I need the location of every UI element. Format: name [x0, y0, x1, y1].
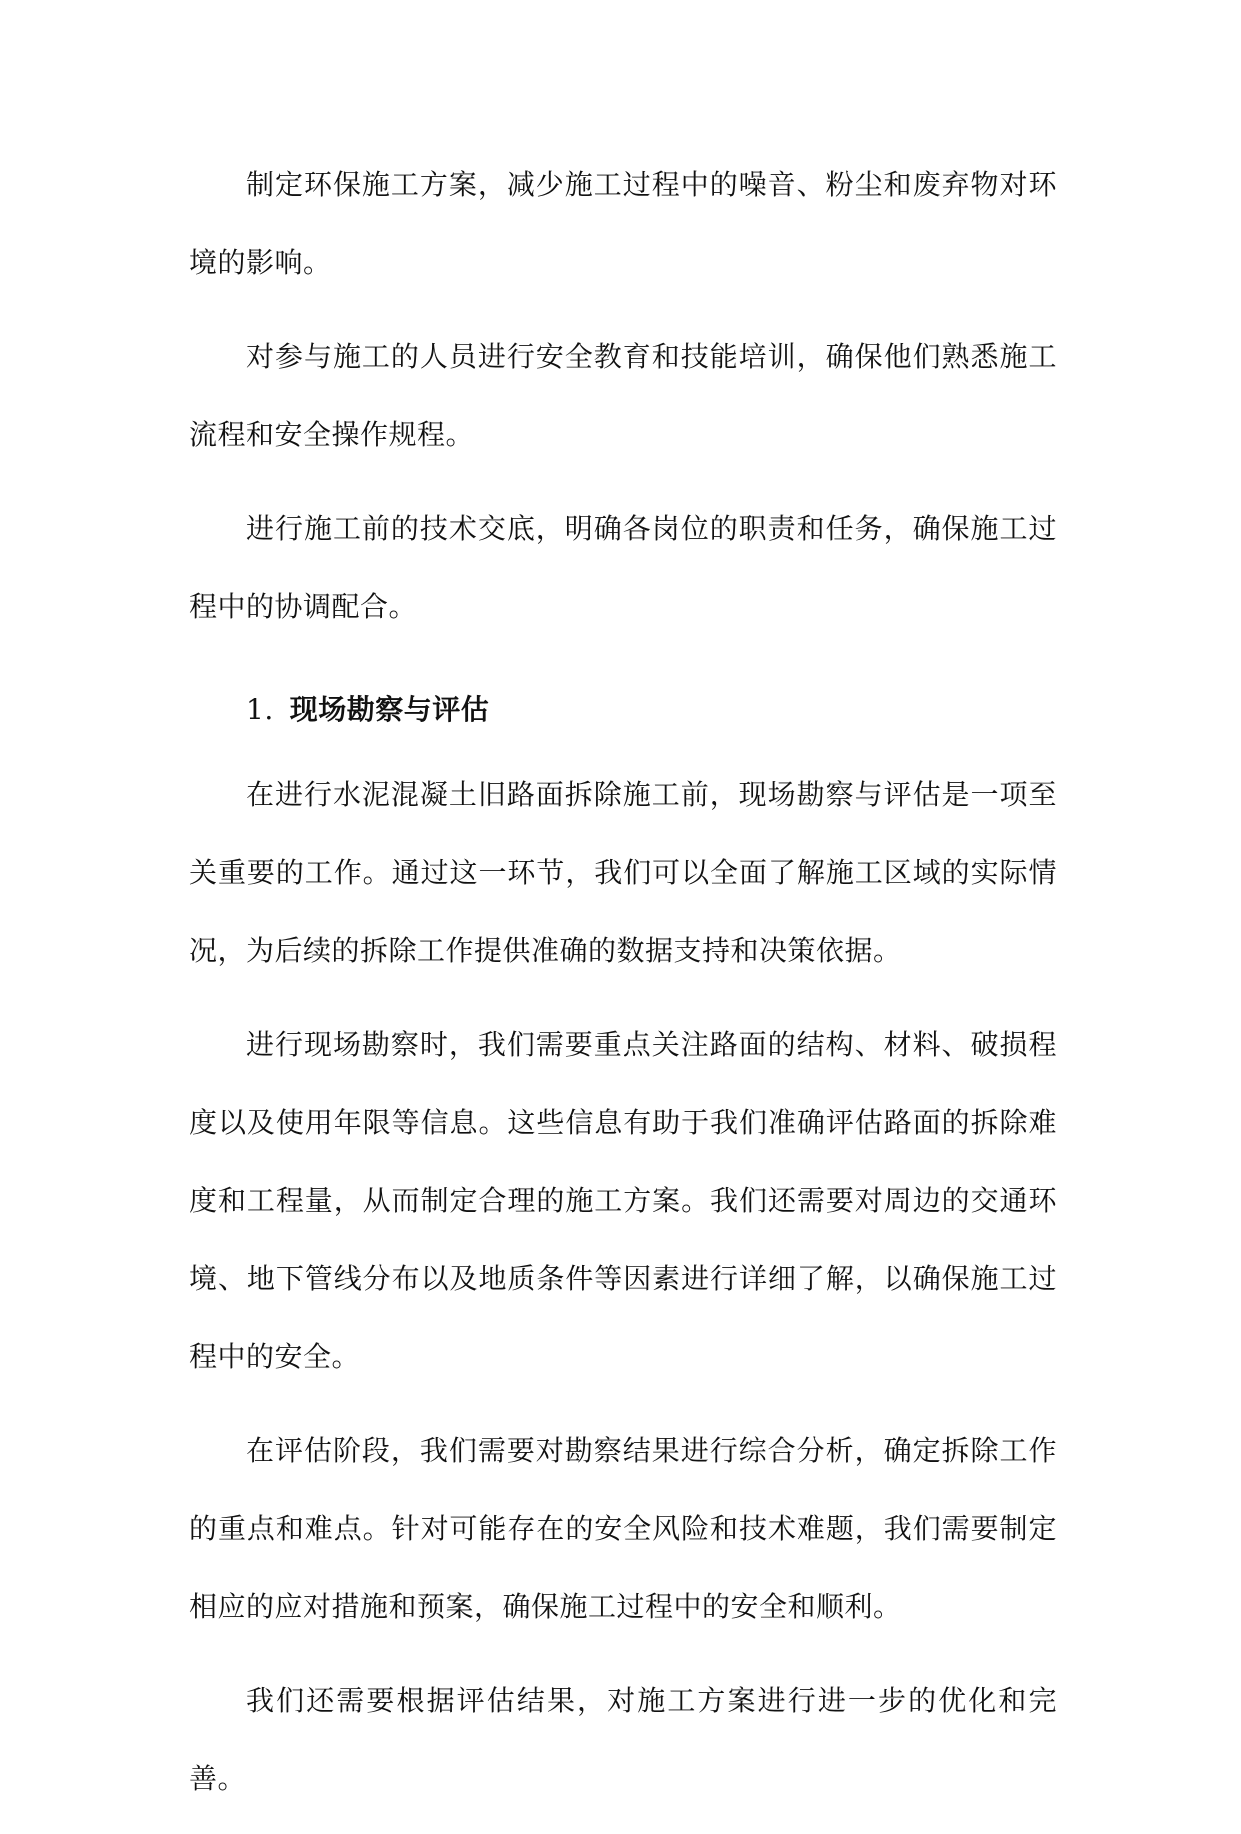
paragraph-safety-training: 对参与施工的人员进行安全教育和技能培训，确保他们熟悉施工流程和安全操作规程。: [189, 340, 1057, 451]
section-number: 1.: [246, 693, 274, 726]
section-heading: [189, 680, 1057, 740]
section-title: 现场勘察与评估: [289, 693, 490, 726]
paragraph-environmental-plan: 制定环保施工方案，减少施工过程中的噪音、粉尘和废弃物对环境的影响。: [189, 168, 1057, 279]
paragraph-survey-focus: 进行现场勘察时，我们需要重点关注路面的结构、材料、破损程度以及使用年限等信息。这些信息有助于我们准确评估路面的拆除难度和工程量，从而制定合理的施工方案。我们还需要对周边的交通环境、地下管线分布以及地质条件等因素进行详细了解，以确保施工过程中的安全。: [189, 1028, 1057, 1373]
paragraph-plan-optimization: 我们还需要根据评估结果，对施工方案进行进一步的优化和完善。: [189, 1684, 1057, 1795]
paragraph-survey-intro: 在进行水泥混凝土旧路面拆除施工前，现场勘察与评估是一项至关重要的工作。通过这一环节，我们可以全面了解施工区域的实际情况，为后续的拆除工作提供准确的数据支持和决策依据。: [189, 778, 1057, 967]
document-body: [189, 146, 1057, 1834]
paragraph-evaluation-stage: 在评估阶段，我们需要对勘察结果进行综合分析，确定拆除工作的重点和难点。针对可能存在的安全风险和技术难题，我们需要制定相应的应对措施和预案，确保施工过程中的安全和顺利。: [189, 1434, 1057, 1623]
paragraph-technical-briefing: 进行施工前的技术交底，明确各岗位的职责和任务，确保施工过程中的协调配合。: [189, 512, 1057, 623]
